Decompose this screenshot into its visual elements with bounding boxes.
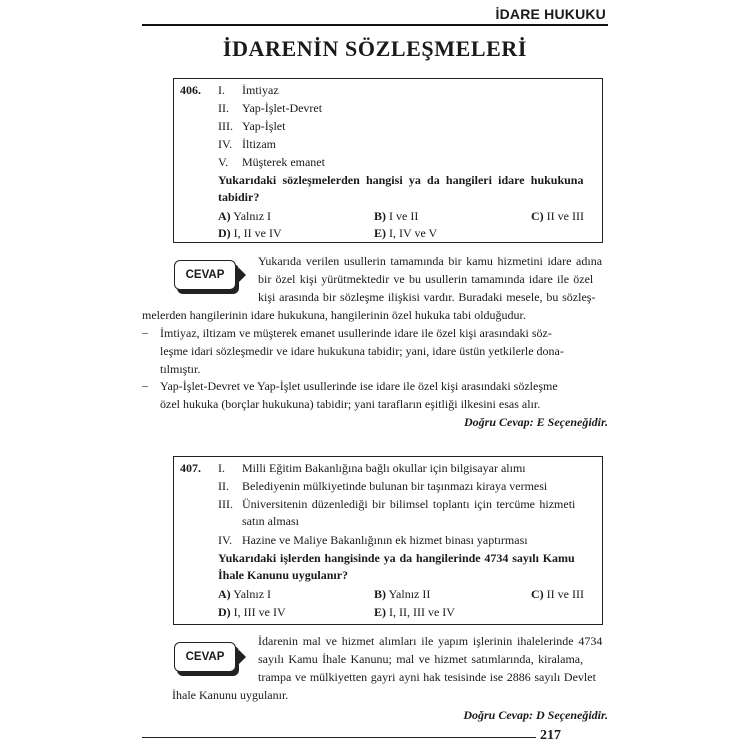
bullet-text-line: özel hukuka (borçlar hukukuna) tabidir; yani tarafların eşitliği ilkesini esas alır. (160, 397, 541, 411)
bullet-text-line: Yap-İşlet-Devret ve Yap-İşlet usullerinde ise idare ile özel kişi arasındaki sözleşme (160, 379, 558, 393)
option-e: E) I, IV ve V (374, 226, 438, 240)
item-text: Belediyenin mülkiyetinde bulunan bir taşınmazı kiraya vermesi (242, 479, 548, 493)
answer-text-line: bir özel kişi yürütmektedir ve bu usullerin tamamında idare ile özel (258, 272, 594, 286)
option-b: B) I ve II (374, 209, 419, 223)
bullet-dash: – (142, 378, 148, 392)
cevap-arrow-icon (239, 650, 246, 664)
item-text: Yap-İşlet-Devret (242, 101, 323, 115)
answer-text-line: Yukarıda verilen usullerin tamamında bir kamu hizmetini idare adına (258, 254, 603, 268)
option-a: A) Yalnız I (218, 587, 272, 601)
answer-text-line: trampa ve mülkiyetten gayri ayni hak tesisinde ise 2886 sayılı Devlet (258, 670, 596, 684)
answer-text-line: sayılı Kamu İhale Kanunu; mal ve hizmet satımlarında, kiralama, (258, 652, 584, 666)
correct-answer: Doğru Cevap: D Seçeneğidir. (463, 708, 608, 722)
item-text: satın alması (242, 514, 299, 528)
item-text: Hazine ve Maliye Bakanlığının ek hizmet binası yaptırması (242, 533, 528, 547)
question-stem: İhale Kanunu uygulanır? (218, 568, 349, 582)
item-text: Milli Eğitim Bakanlığına bağlı okullar için bilgisayar alımı (242, 461, 526, 475)
item-text: İmtiyaz (242, 83, 279, 97)
bullet-text-line: leşme idari sözleşmedir ve idare hukukuna tabidir; yani, idare üstün yetkilerle dona- (160, 344, 564, 358)
item-number: III. (218, 119, 233, 133)
item-number: III. (218, 497, 233, 511)
option-d: D) I, III ve IV (218, 605, 286, 619)
option-a: A) Yalnız I (218, 209, 272, 223)
option-c: C) II ve III (531, 587, 584, 601)
item-number: V. (218, 155, 229, 169)
question-number: 406. (180, 83, 201, 97)
bullet-text-line: tılmıştır. (160, 362, 201, 376)
page-title: İDARENİN SÖZLEŞMELERİ (222, 36, 528, 61)
question-stem: Yukarıdaki sözleşmelerden hangisi ya da hangileri idare hukukuna (218, 173, 584, 187)
item-number: I. (218, 461, 225, 475)
page-number: 217 (540, 728, 561, 743)
header-rule (142, 24, 608, 26)
question-stem: tabidir? (218, 190, 260, 204)
option-e: E) I, II, III ve IV (374, 605, 455, 619)
cevap-badge: CEVAP (174, 642, 236, 672)
item-text: Yap-İşlet (242, 119, 286, 133)
item-number: II. (218, 479, 229, 493)
item-number: IV. (218, 137, 233, 151)
option-c: C) II ve III (531, 209, 584, 223)
section-header: İDARE HUKUKU (495, 6, 606, 22)
footer-rule (142, 737, 536, 738)
question-stem: Yukarıdaki işlerden hangisinde ya da hangilerinde 4734 sayılı Kamu (218, 551, 575, 565)
option-b: B) Yalnız II (374, 587, 431, 601)
item-text: Müşterek emanet (242, 155, 325, 169)
option-d: D) I, II ve IV (218, 226, 282, 240)
bullet-text-line: İmtiyaz, iltizam ve müşterek emanet usullerinde idare ile özel kişi arasındaki söz- (160, 326, 552, 340)
correct-answer: Doğru Cevap: E Seçeneğidir. (464, 415, 608, 429)
question-number: 407. (180, 461, 201, 475)
cevap-badge: CEVAP (174, 260, 236, 290)
item-number: I. (218, 83, 225, 97)
item-text: İltizam (242, 137, 276, 151)
answer-text-line: İhale Kanunu uygulanır. (172, 688, 289, 702)
item-text: Üniversitenin düzenlediği bir bilimsel toplantı için tercüme hizmeti (242, 497, 576, 511)
item-number: II. (218, 101, 229, 115)
bullet-dash: – (142, 325, 148, 339)
answer-text-line: kişi arasında bir sözleşme ilişkisi vardır. Buradaki mesele, bu sözleş- (258, 290, 596, 304)
answer-text-line: melerden hangilerinin idare hukukuna, hangilerinin özel hukuka tabi olduğudur. (142, 308, 526, 322)
question-407-box (173, 456, 603, 625)
answer-text-line: İdarenin mal ve hizmet alımları ile yapım işlerinin ihalelerinde 4734 (258, 634, 603, 648)
question-406-box (173, 78, 603, 243)
item-number: IV. (218, 533, 233, 547)
cevap-arrow-icon (239, 268, 246, 282)
